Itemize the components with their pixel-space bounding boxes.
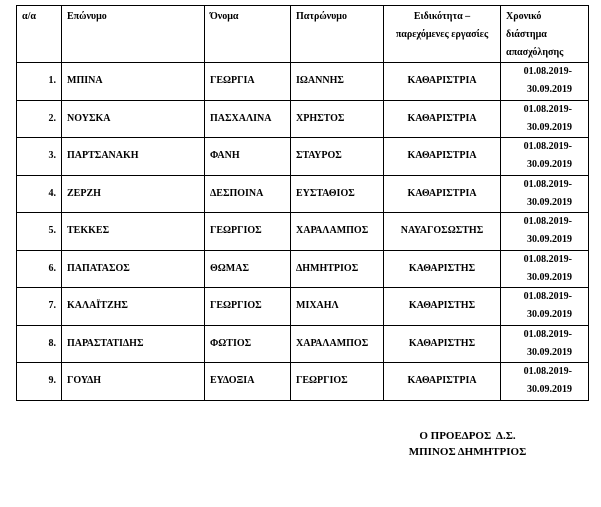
specialty-cell: ΚΑΘΑΡΙΣΤΗΣ bbox=[384, 325, 501, 363]
period-to: 30.09.2019 bbox=[527, 234, 572, 246]
father-name-cell: ΜΙΧΑΗΛ bbox=[291, 288, 384, 326]
period-from: 01.08.2019- bbox=[523, 141, 572, 153]
surname-cell: ΠΑΠΑΤΑΣΟΣ bbox=[62, 250, 205, 288]
surname-cell: ΠΑΡΤΣΑΝΑΚΗ bbox=[62, 138, 205, 176]
father-name-cell: ΓΕΩΡΓΙΟΣ bbox=[291, 363, 384, 401]
table-header-row bbox=[17, 6, 589, 63]
period-cell bbox=[501, 63, 589, 101]
table-row bbox=[17, 138, 589, 176]
period-cell bbox=[501, 100, 589, 138]
period-cell bbox=[501, 288, 589, 326]
surname-cell: ΜΠΙΝΑ bbox=[62, 63, 205, 101]
name-cell: ΦΩΤΙΟΣ bbox=[205, 325, 291, 363]
row-number: 2. bbox=[17, 100, 62, 138]
table-row bbox=[17, 363, 589, 401]
period-cell bbox=[501, 175, 589, 213]
header-father-name: Πατρώνυμο bbox=[291, 6, 384, 63]
header-period: Χρονικό διάστημα απασχόλησης bbox=[501, 6, 589, 63]
specialty-cell: ΚΑΘΑΡΙΣΤΡΙΑ bbox=[384, 175, 501, 213]
header-specialty: Ειδικότητα – παρεχόμενες εργασίες bbox=[384, 6, 501, 63]
specialty-cell: ΚΑΘΑΡΙΣΤΡΙΑ bbox=[384, 138, 501, 176]
period-to: 30.09.2019 bbox=[527, 196, 572, 208]
row-number: 8. bbox=[17, 325, 62, 363]
name-cell: ΔΕΣΠΟΙΝΑ bbox=[205, 175, 291, 213]
table-row bbox=[17, 63, 589, 101]
surname-cell: ΝΟΥΣΚΑ bbox=[62, 100, 205, 138]
name-cell: ΓΕΩΡΓΙΟΣ bbox=[205, 288, 291, 326]
signature-title: Ο ΠΡΟΕΔΡΟΣ Δ.Σ. bbox=[419, 430, 516, 442]
period-cell bbox=[501, 213, 589, 251]
period-from: 01.08.2019- bbox=[523, 328, 572, 340]
specialty-cell: ΚΑΘΑΡΙΣΤΗΣ bbox=[384, 250, 501, 288]
specialty-cell: ΝΑΥΑΓΟΣΩΣΤΗΣ bbox=[384, 213, 501, 251]
period-from: 01.08.2019- bbox=[523, 178, 572, 190]
surname-cell: ΚΑΛΑΪΤΖΗΣ bbox=[62, 288, 205, 326]
period-from: 01.08.2019- bbox=[523, 366, 572, 378]
staff-table bbox=[16, 5, 589, 401]
name-cell: ΘΩΜΑΣ bbox=[205, 250, 291, 288]
father-name-cell: ΕΥΣΤΑΘΙΟΣ bbox=[291, 175, 384, 213]
specialty-cell: ΚΑΘΑΡΙΣΤΡΙΑ bbox=[384, 63, 501, 101]
father-name-cell: ΧΑΡΑΛΑΜΠΟΣ bbox=[291, 213, 384, 251]
specialty-cell: ΚΑΘΑΡΙΣΤΡΙΑ bbox=[384, 100, 501, 138]
row-number: 1. bbox=[17, 63, 62, 101]
table-row bbox=[17, 100, 589, 138]
period-cell bbox=[501, 250, 589, 288]
period-to: 30.09.2019 bbox=[527, 346, 572, 358]
period-cell bbox=[501, 363, 589, 401]
specialty-cell: ΚΑΘΑΡΙΣΤΗΣ bbox=[384, 288, 501, 326]
period-from: 01.08.2019- bbox=[523, 216, 572, 228]
father-name-cell: ΣΤΑΥΡΟΣ bbox=[291, 138, 384, 176]
period-from: 01.08.2019- bbox=[523, 291, 572, 303]
table-row bbox=[17, 250, 589, 288]
table-row bbox=[17, 288, 589, 326]
period-to: 30.09.2019 bbox=[527, 84, 572, 96]
period-cell bbox=[501, 138, 589, 176]
name-cell: ΓΕΩΡΓΙΟΣ bbox=[205, 213, 291, 251]
surname-cell: ΤΕΚΚΕΣ bbox=[62, 213, 205, 251]
table-row bbox=[17, 175, 589, 213]
period-to: 30.09.2019 bbox=[527, 309, 572, 321]
row-number: 6. bbox=[17, 250, 62, 288]
name-cell: ΠΑΣΧΑΛΙΝΑ bbox=[205, 100, 291, 138]
father-name-cell: ΔΗΜΗΤΡΙΟΣ bbox=[291, 250, 384, 288]
father-name-cell: ΧΑΡΑΛΑΜΠΟΣ bbox=[291, 325, 384, 363]
surname-cell: ΖΕΡΖΗ bbox=[62, 175, 205, 213]
row-number: 4. bbox=[17, 175, 62, 213]
row-number: 7. bbox=[17, 288, 62, 326]
header-aa: α/α bbox=[17, 6, 62, 63]
specialty-cell: ΚΑΘΑΡΙΣΤΡΙΑ bbox=[384, 363, 501, 401]
table-row bbox=[17, 213, 589, 251]
signature-name: ΜΠΙΝΟΣ ΔΗΜΗΤΡΙΟΣ bbox=[408, 446, 527, 458]
row-number: 9. bbox=[17, 363, 62, 401]
period-from: 01.08.2019- bbox=[523, 103, 572, 115]
father-name-cell: ΙΩΑΝΝΗΣ bbox=[291, 63, 384, 101]
period-to: 30.09.2019 bbox=[527, 159, 572, 171]
period-to: 30.09.2019 bbox=[527, 271, 572, 283]
period-from: 01.08.2019- bbox=[523, 253, 572, 265]
signature-block bbox=[390, 428, 545, 460]
row-number: 5. bbox=[17, 213, 62, 251]
name-cell: ΦΑΝΗ bbox=[205, 138, 291, 176]
period-to: 30.09.2019 bbox=[527, 121, 572, 133]
period-cell bbox=[501, 325, 589, 363]
table-row bbox=[17, 325, 589, 363]
name-cell: ΓΕΩΡΓΙΑ bbox=[205, 63, 291, 101]
period-from: 01.08.2019- bbox=[523, 66, 572, 78]
header-surname: Επώνυμο bbox=[62, 6, 205, 63]
surname-cell: ΓΟΥΔΗ bbox=[62, 363, 205, 401]
surname-cell: ΠΑΡΑΣΤΑΤΙΔΗΣ bbox=[62, 325, 205, 363]
period-to: 30.09.2019 bbox=[527, 384, 572, 396]
row-number: 3. bbox=[17, 138, 62, 176]
father-name-cell: ΧΡΗΣΤΟΣ bbox=[291, 100, 384, 138]
header-name: Όνομα bbox=[205, 6, 291, 63]
name-cell: ΕΥΔΟΞΙΑ bbox=[205, 363, 291, 401]
